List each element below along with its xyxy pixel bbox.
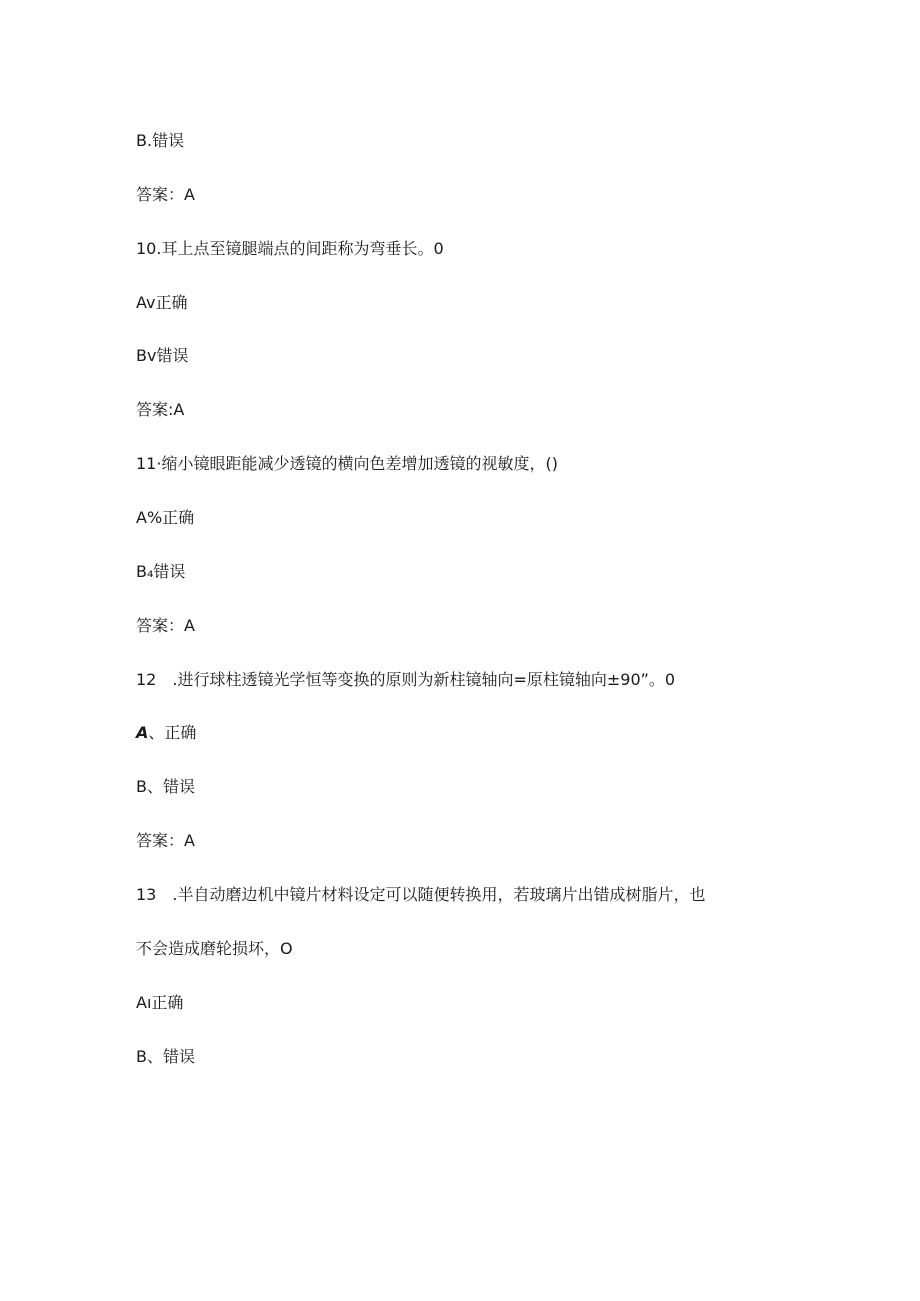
q13-option-a: Aı正确 xyxy=(136,993,184,1012)
q12-question: 12 .进行球柱透镜光学恒等变换的原则为新柱镜轴向=原柱镜轴向±90”。0 xyxy=(136,670,676,689)
q11-option-b: B₄错误 xyxy=(136,562,186,581)
q10-answer: 答案:A xyxy=(136,400,185,419)
q12-option-b: B、错误 xyxy=(136,777,195,796)
q12-option-a xyxy=(136,722,196,744)
q10-option-b: Bv错误 xyxy=(136,346,189,365)
q9-option-b: B.错误 xyxy=(136,131,185,150)
q12-answer: 答案：A xyxy=(136,831,195,850)
q12-option-a-letter: A xyxy=(136,723,149,742)
q12-option-a-text: 、正确 xyxy=(148,723,197,742)
q11-option-a: A%正确 xyxy=(136,508,195,527)
q13-option-b: B、错误 xyxy=(136,1047,195,1066)
q10-option-a: Av正确 xyxy=(136,293,188,312)
q9-answer: 答案：A xyxy=(136,185,195,204)
q11-question: 11·缩小镜眼距能减少透镜的横向色差增加透镜的视敏度，() xyxy=(136,454,558,473)
q13-question-line1: 13 .半自动磨边机中镜片材料设定可以随便转换用，若玻璃片出错成树脂片，也 xyxy=(136,885,706,904)
q11-answer: 答案：A xyxy=(136,616,195,635)
q13-question-line2: 不会造成磨轮损坏，O xyxy=(136,939,293,958)
q10-question: 10.耳上点至镜腿端点的间距称为弯垂长。0 xyxy=(136,239,444,258)
